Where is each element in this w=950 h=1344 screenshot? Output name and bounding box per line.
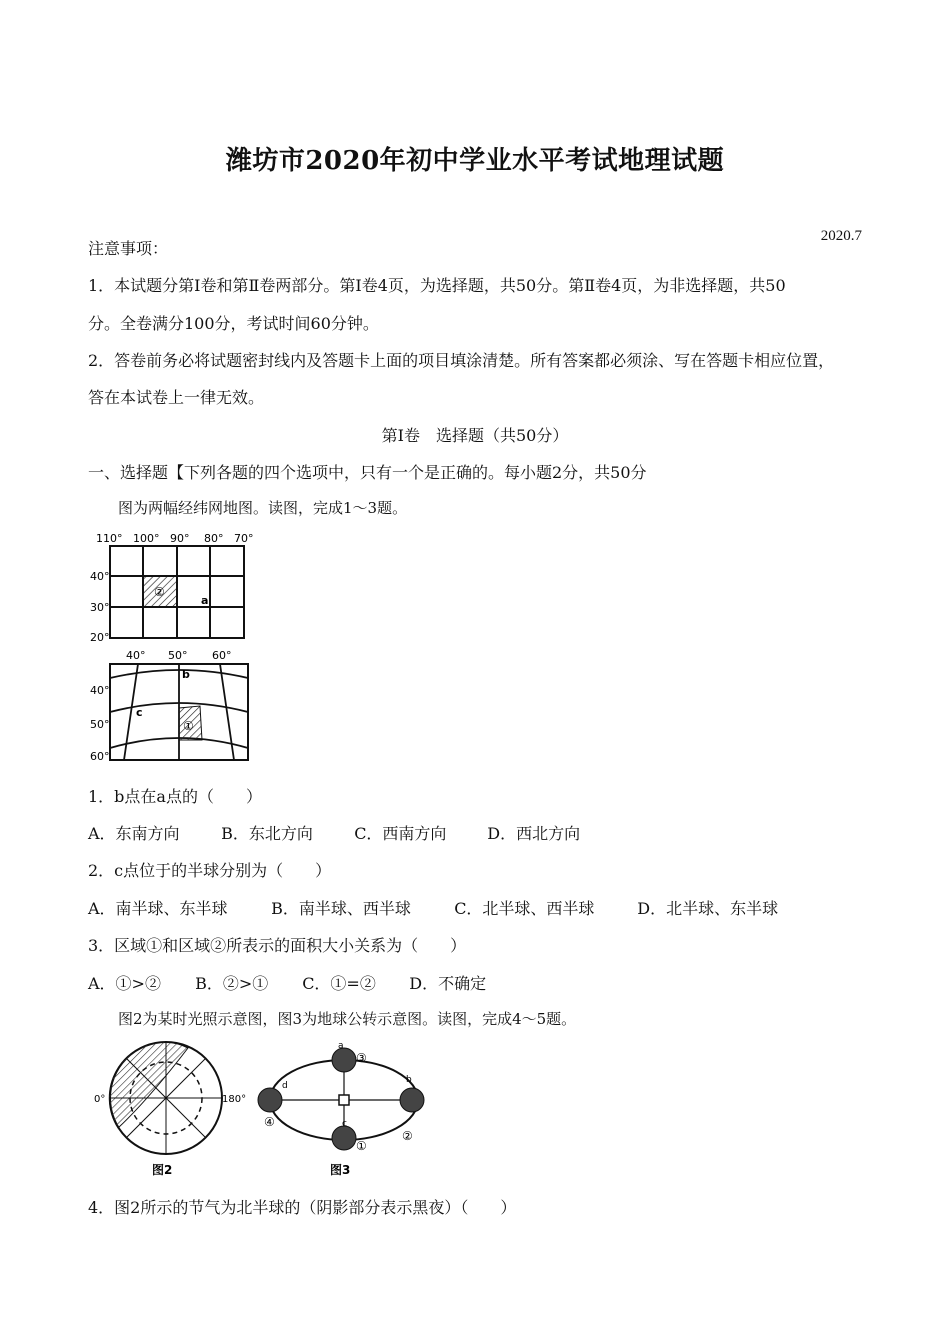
point-c-label: c xyxy=(136,706,143,719)
map1-lat-label: 40° xyxy=(90,570,110,583)
question-4: 4．图2所示的节气为北半球的（阴影部分表示黑夜）（ ） xyxy=(88,1198,517,1217)
question-2: 2．c点位于的半球分别为（ ） xyxy=(88,861,332,880)
map2-lon-label: 50° xyxy=(168,649,188,662)
map1-region-label: ② xyxy=(154,585,165,599)
fig2-left-label: 0° xyxy=(94,1094,106,1105)
question-2-options xyxy=(88,896,778,919)
position-label: ② xyxy=(402,1129,413,1143)
notice-1-line-2: 分。全卷满分100分，考试时间60分钟。 xyxy=(88,314,379,333)
map1-lon-label: 80° xyxy=(204,532,224,545)
map2-lat-label: 50° xyxy=(90,718,110,731)
option-c[interactable]: C．北半球、西半球 xyxy=(454,899,595,918)
option-a[interactable]: A．东南方向 xyxy=(88,824,180,843)
option-a[interactable]: A．①>② xyxy=(88,974,161,993)
option-d[interactable]: D．北半球、东半球 xyxy=(637,899,779,918)
fig3-letter: d xyxy=(282,1081,288,1091)
position-label: ④ xyxy=(264,1115,275,1129)
position-label: ① xyxy=(356,1139,367,1153)
question-3: 3．区域①和区域②所表示的面积大小关系为（ ） xyxy=(88,936,467,955)
figure-3-revolution xyxy=(252,1040,442,1180)
fig3-caption: 图3 xyxy=(330,1163,351,1177)
notice-2-line-2: 答在本试卷上一律无效。 xyxy=(88,388,265,407)
map1-lon-label: 90° xyxy=(170,532,190,545)
notice-heading: 注意事项： xyxy=(88,239,169,258)
map1-lon-label: 70° xyxy=(234,532,254,545)
option-b[interactable]: B．南半球、西半球 xyxy=(271,899,411,918)
fig2-right-label: 180° xyxy=(222,1094,247,1105)
question-1: 1．b点在a点的（ ） xyxy=(88,787,262,806)
option-c[interactable]: C．①=② xyxy=(302,974,376,993)
fig3-letter: a xyxy=(338,1041,344,1051)
map1-lat-label: 20° xyxy=(90,631,110,644)
option-a[interactable]: A．南半球、东半球 xyxy=(88,899,228,918)
graticule-map-2 xyxy=(88,648,263,766)
map1-lon-label: 110° xyxy=(96,532,123,545)
map1-lon-label: 100° xyxy=(133,532,160,545)
option-b[interactable]: B．东北方向 xyxy=(221,824,313,843)
option-d[interactable]: D．不确定 xyxy=(409,974,487,993)
figure-2-illumination xyxy=(88,1040,248,1180)
map2-lat-label: 60° xyxy=(90,750,110,763)
point-b-label: b xyxy=(182,668,190,681)
page-title: 潍坊市2020年初中学业水平考试地理试题 xyxy=(225,146,725,176)
fig2-caption: 图2 xyxy=(152,1163,173,1177)
intro-q4-5: 图2为某时光照示意图，图3为地球公转示意图。读图，完成4～5题。 xyxy=(118,1010,577,1028)
notice-2-line-1: 2．答卷前务必将试题密封线内及答题卡上面的项目填涂清楚。所有答案都必须涂、写在答题卡相应位置， xyxy=(88,351,835,370)
intro-q1-3: 图为两幅经纬网地图。读图，完成1～3题。 xyxy=(118,499,408,517)
option-d[interactable]: D．西北方向 xyxy=(487,824,581,843)
map2-lon-label: 60° xyxy=(212,649,232,662)
graticule-map-1 xyxy=(88,528,263,646)
map2-lon-label: 40° xyxy=(126,649,146,662)
option-b[interactable]: B．②>① xyxy=(195,974,269,993)
fig3-letter: c xyxy=(342,1119,347,1129)
section-title: 第Ⅰ卷 选择题（共50分） xyxy=(381,426,569,445)
map2-lat-label: 40° xyxy=(90,684,110,697)
option-c[interactable]: C．西南方向 xyxy=(354,824,447,843)
position-label: ③ xyxy=(356,1051,367,1065)
question-1-options xyxy=(88,821,580,844)
map2-region-label: ① xyxy=(183,719,194,733)
part-one-heading: 一、选择题【下列各题的四个选项中，只有一个是正确的。每小题2分，共50分 xyxy=(88,463,647,482)
point-a-label: a xyxy=(201,594,209,607)
question-3-options xyxy=(88,971,486,994)
fig3-letter: b xyxy=(406,1075,412,1085)
map1-lat-label: 30° xyxy=(90,601,110,614)
exam-date: 2020.7 xyxy=(820,228,862,244)
notice-1-line-1: 1．本试题分第Ⅰ卷和第Ⅱ卷两部分。第Ⅰ卷4页，为选择题，共50分。第Ⅱ卷4页，为非选择题，共50 xyxy=(88,276,786,295)
